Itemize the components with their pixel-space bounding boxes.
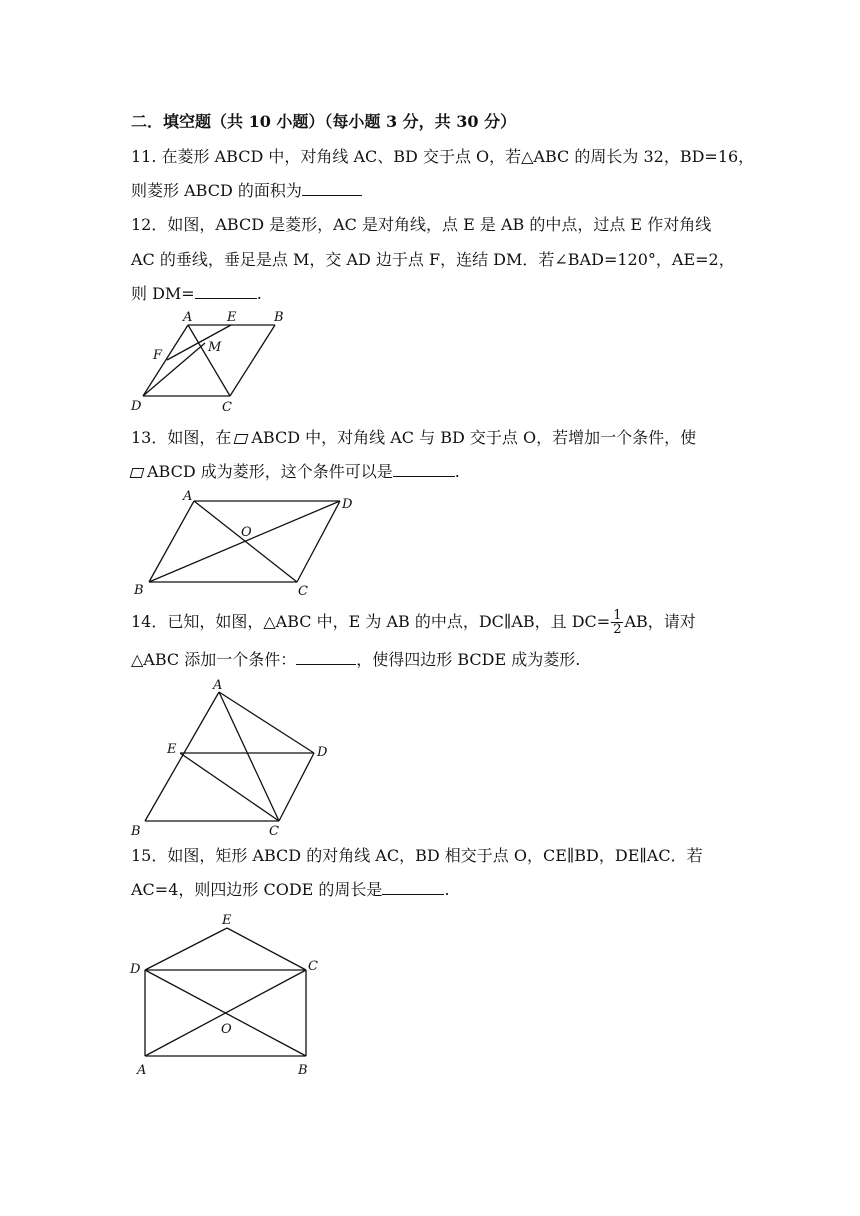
q14-line-2-text-a: △ABC 添加一个条件：	[131, 650, 297, 669]
q12-line-3	[131, 284, 262, 304]
q13-line-1-text-a: 13．如图，在	[131, 428, 232, 447]
q14-line-1-text-a: 14．已知，如图，△ABC 中，E 为 AB 的中点，DC∥AB，且 DC=	[131, 612, 611, 631]
q12-label-f: F	[153, 348, 163, 363]
q13-label-c: C	[298, 584, 308, 598]
q12-label-e: E	[227, 310, 237, 325]
q15-line-2-end: .	[444, 880, 450, 899]
q12-answer-blank[interactable]	[195, 284, 257, 299]
q11-line-2-text: 则菱形 ABCD 的面积为	[131, 181, 302, 200]
q15-line-1: 15．如图，矩形 ABCD 的对角线 AC，BD 相交于点 O，CE∥BD，DE∥AC．若	[131, 846, 703, 865]
q11-line-1: 11. 在菱形 ABCD 中，对角线 AC、BD 交于点 O，若△ABC 的周长为 32，BD=16，	[131, 147, 755, 166]
q15-edge-ec	[227, 928, 306, 970]
q12-line-1: 12．如图，ABCD 是菱形，AC 是对角线，点 E 是 AB 的中点，过点 E 作对角线	[131, 215, 712, 234]
q15-answer-blank[interactable]	[382, 880, 444, 895]
q15-line-2-text: AC=4，则四边形 CODE 的周长是	[131, 880, 383, 899]
q14-answer-blank[interactable]	[296, 650, 356, 665]
q14-edge-ab	[145, 692, 219, 821]
fraction-numerator: 1	[613, 608, 622, 623]
q15-label-d: D	[130, 962, 141, 977]
q12-label-m: M	[208, 340, 222, 355]
q12-edge-da	[143, 325, 188, 396]
q12-line-3-text: 则 DM=	[131, 284, 195, 303]
q11-answer-blank[interactable]	[302, 181, 362, 196]
q13-label-b: B	[134, 583, 144, 598]
q14-line-1	[131, 609, 696, 636]
q13-line-2-text: ABCD 成为菱形，这个条件可以是	[147, 462, 393, 481]
q12-label-a: A	[183, 310, 193, 325]
parallelogram-symbol-icon	[234, 434, 249, 444]
q14-line-2	[131, 650, 580, 670]
q15-line-2	[131, 880, 450, 900]
q12-label-b: B	[274, 310, 284, 325]
section-heading: 二．填空题（共 10 小题）（每小题 3 分，共 30 分）	[131, 112, 517, 131]
q12-edge-bc	[230, 325, 275, 396]
q13-edge-dc	[297, 501, 340, 582]
q12-rhombus-figure	[125, 308, 295, 416]
q14-triangle-figure	[125, 676, 345, 840]
q15-rectangle-figure	[125, 910, 335, 1080]
parallelogram-symbol-icon	[130, 468, 145, 478]
q12-line-3-end: .	[256, 284, 262, 303]
q13-edge-ba	[149, 501, 194, 582]
q15-label-e: E	[222, 913, 232, 928]
q15-label-c: C	[308, 959, 318, 974]
q14-line-2-text-b: ，使得四边形 BCDE 成为菱形.	[356, 650, 581, 669]
q12-diagonal-ac	[188, 325, 230, 396]
q14-line-1-text-b: AB，请对	[624, 612, 696, 631]
q13-line-1-text-b: ABCD 中，对角线 AC 与 BD 交于点 O，若增加一个条件，使	[251, 428, 697, 447]
q13-answer-blank[interactable]	[393, 462, 455, 477]
q13-line-2	[131, 462, 460, 482]
q11-line-2	[131, 181, 362, 201]
q15-label-o: O	[221, 1022, 232, 1037]
q14-label-d: D	[317, 745, 328, 760]
q14-label-e: E	[167, 742, 177, 757]
q14-edge-dc	[279, 753, 314, 821]
q13-parallelogram-figure	[125, 488, 365, 598]
q13-line-1	[131, 428, 696, 448]
q15-label-b: B	[298, 1063, 308, 1078]
fraction-denominator: 2	[613, 622, 622, 637]
q12-label-d: D	[131, 399, 142, 414]
q14-label-a: A	[213, 678, 223, 693]
q12-label-c: C	[222, 400, 232, 415]
q15-label-a: A	[137, 1063, 147, 1078]
q12-line-2: AC 的垂线，垂足是点 M，交 AD 边于点 F，连结 DM．若∠BAD=120°，AE=2，	[131, 250, 735, 269]
q13-label-d: D	[342, 497, 353, 512]
q13-line-2-end: .	[454, 462, 460, 481]
fraction-one-half	[611, 609, 623, 636]
q14-label-b: B	[131, 824, 141, 839]
q14-edge-ec	[180, 753, 279, 821]
q13-label-a: A	[183, 489, 193, 504]
q15-edge-de	[145, 928, 227, 970]
q13-label-o: O	[241, 525, 252, 540]
q14-label-c: C	[269, 824, 279, 839]
q13-diagonal-bd	[149, 501, 340, 582]
